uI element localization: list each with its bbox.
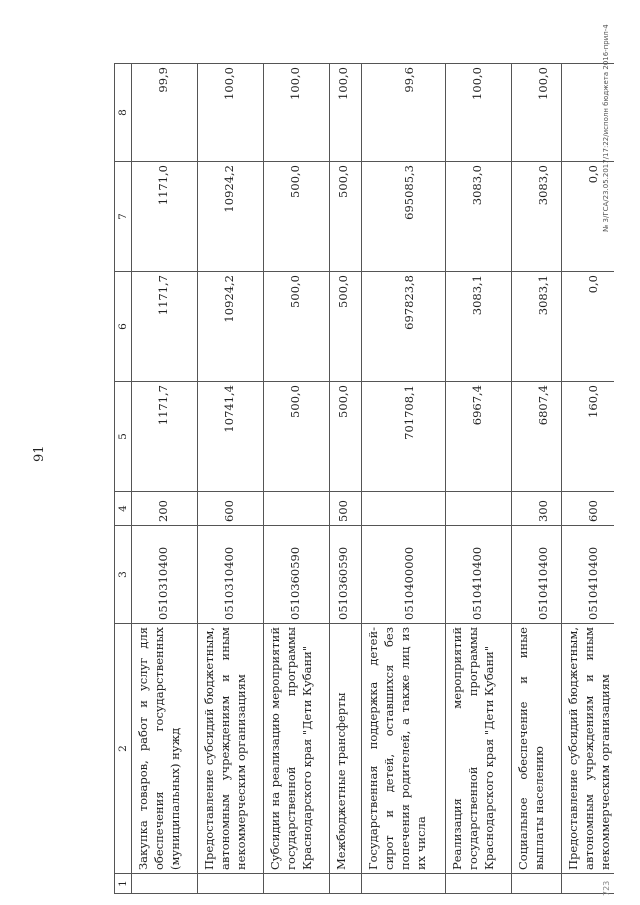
value-col8: 99,6 (362, 64, 446, 162)
expense-type (264, 492, 330, 526)
target-code: 0510360590 (330, 526, 362, 624)
row-name: Предоставление субсидий бюджетным, автономным учреждениям и иным некоммерческим организациям (562, 624, 614, 874)
value-col6: 0,0 (562, 272, 614, 382)
column-number: 3 (115, 526, 132, 624)
value-col6: 697823,8 (362, 272, 446, 382)
row-number (330, 874, 362, 894)
value-col5: 701708,1 (362, 382, 446, 492)
column-number: 2 (115, 624, 132, 874)
column-number: 1 (115, 874, 132, 894)
value-col8: 100,0 (330, 64, 362, 162)
row-name: Субсидии на реализацию мероприятий государственной программы Краснодарского края "Дети Кубани" (264, 624, 330, 874)
target-code: 0510310400 (132, 526, 198, 624)
value-col8: 100,0 (264, 64, 330, 162)
target-code: 0510400000 (362, 526, 446, 624)
value-col7: 10924,2 (198, 162, 264, 272)
value-col7: 500,0 (330, 162, 362, 272)
value-col6: 1171,7 (132, 272, 198, 382)
table-row (132, 64, 198, 894)
row-name: Социальное обеспечение и иные выплаты населению (512, 624, 562, 874)
value-col6: 10924,2 (198, 272, 264, 382)
value-col5: 160,0 (562, 382, 614, 492)
page-number: 91 (32, 445, 47, 462)
row-number (512, 874, 562, 894)
expense-type: 600 (198, 492, 264, 526)
table-row (362, 64, 446, 894)
target-code: 0510410400 (446, 526, 512, 624)
value-col6: 500,0 (264, 272, 330, 382)
value-col5: 6807,4 (512, 382, 562, 492)
value-col7: 3083,0 (446, 162, 512, 272)
value-col8: 100,0 (198, 64, 264, 162)
value-col6: 3083,1 (512, 272, 562, 382)
value-col7: 3083,0 (512, 162, 562, 272)
row-name: Закупка товаров, работ и услуг для обеспечения государственных (муниципальных) нужд (132, 624, 198, 874)
expense-type (362, 492, 446, 526)
value-col8: 99,9 (132, 64, 198, 162)
value-col5: 500,0 (330, 382, 362, 492)
target-code: 0510410400 (562, 526, 614, 624)
row-number (198, 874, 264, 894)
value-col5: 10741,4 (198, 382, 264, 492)
row-name: Межбюджетные трансферты (330, 624, 362, 874)
row-number (264, 874, 330, 894)
corner-mark: 723 (602, 880, 611, 896)
value-col6: 500,0 (330, 272, 362, 382)
value-col7: 1171,0 (132, 162, 198, 272)
table-row (446, 64, 512, 894)
value-col7: 0,0 (562, 162, 614, 272)
value-col6: 3083,1 (446, 272, 512, 382)
column-number: 7 (115, 162, 132, 272)
expense-type: 600 (562, 492, 614, 526)
expense-type (446, 492, 512, 526)
value-col7: 695085,3 (362, 162, 446, 272)
value-col5: 1171,7 (132, 382, 198, 492)
column-number: 8 (115, 64, 132, 162)
column-number: 4 (115, 492, 132, 526)
column-number: 5 (115, 382, 132, 492)
table-row (264, 64, 330, 894)
footer-reference: № 3/ГСА/23.05.2017/17:22/исполн бюджета 2016-прил-4 (602, 24, 610, 232)
expense-type: 300 (512, 492, 562, 526)
column-number-row (115, 64, 132, 894)
row-name: Предоставление субсидий бюджетным, автономным учреждениям и иным некоммерческим организациям (198, 624, 264, 874)
row-number (446, 874, 512, 894)
value-col5: 6967,4 (446, 382, 512, 492)
target-code: 0510360590 (264, 526, 330, 624)
row-name: Государственная поддержка детей-сирот и детей, оставшихся без попечения родителей, а также лиц из их числа (362, 624, 446, 874)
table-row (512, 64, 562, 894)
table-row (330, 64, 362, 894)
row-number (362, 874, 446, 894)
column-number: 6 (115, 272, 132, 382)
row-name: Реализация мероприятий государственной программы Краснодарского края "Дети Кубани" (446, 624, 512, 874)
budget-table (114, 63, 614, 894)
target-code: 0510410400 (512, 526, 562, 624)
value-col7: 500,0 (264, 162, 330, 272)
value-col8: 100,0 (446, 64, 512, 162)
value-col5: 500,0 (264, 382, 330, 492)
target-code: 0510310400 (198, 526, 264, 624)
table-row (198, 64, 264, 894)
value-col8: 100,0 (512, 64, 562, 162)
row-number (132, 874, 198, 894)
expense-type: 200 (132, 492, 198, 526)
expense-type: 500 (330, 492, 362, 526)
